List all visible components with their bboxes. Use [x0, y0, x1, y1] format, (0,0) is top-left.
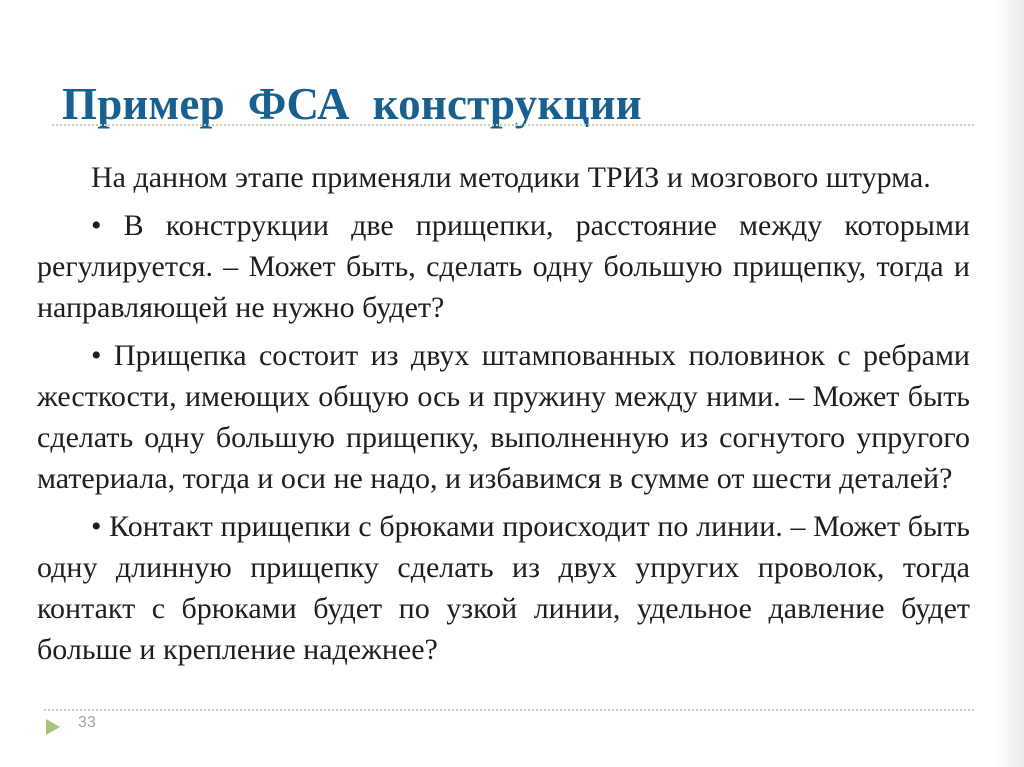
bullet-paragraph-1: • В конструкции две прищепки, расстояние между которыми регулируется. – Может быть, сделать одну большую прищепку, тогда и направляющей не нужно будет? — [37, 209, 970, 324]
intro-paragraph: На данном этапе применяли методики ТРИЗ и мозгового штурма. — [91, 161, 931, 194]
title-divider — [52, 124, 974, 126]
play-arrow-icon — [46, 719, 60, 735]
bullet-paragraph-3: • Контакт прищепки с брюками происходит по линии. – Может быть одну длинную прищепку сделать из двух упругих проволок, тогда контакт с брюками будет по узкой линии, удельное давление будет больше и крепление надежнее? — [37, 510, 970, 666]
bullet-paragraph-2: • Прищепка состоит из двух штампованных половинок с ребрами жесткости, имеющих общую ось и пружину между ними. – Может быть сделать одну большую прищепку, выполненную из согнутого упругого материала, тогда и оси не надо, и избавимся в сумме от шести деталей? — [37, 339, 970, 495]
footer-divider — [44, 709, 974, 711]
slide-content — [37, 157, 970, 677]
slide-edge-shadow — [994, 0, 1024, 767]
slide-title: Пример ФСА конструкции — [62, 79, 642, 129]
page-number: 33 — [78, 714, 96, 731]
